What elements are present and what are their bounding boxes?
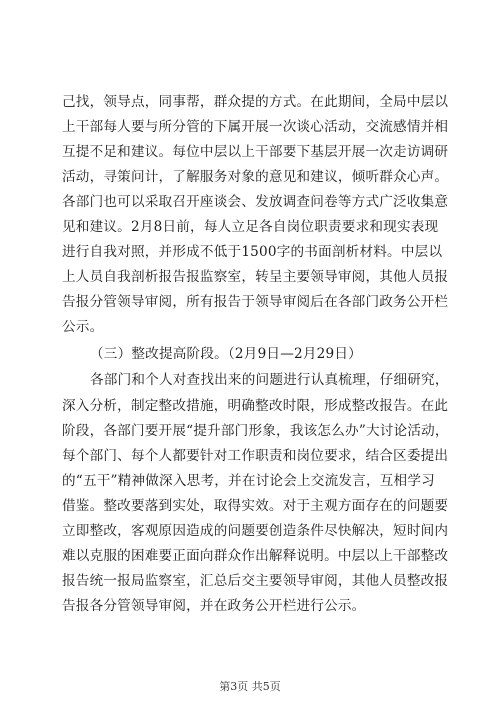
paragraph-line: 公示。: [62, 319, 104, 335]
paragraph-line: 活动，寻策问计，了解服务对象的意见和建议，倾听群众心声。: [62, 169, 449, 185]
paragraph-line: 难以克服的困难要正面向群众作出解释说明。中层以上干部整改: [62, 548, 449, 564]
page-footer: 第3页 共5页: [219, 680, 281, 693]
paragraph-line: 各部门和个人对查找出来的问题进行认真梳理，仔细研究，: [90, 372, 449, 388]
paragraph-line: 告报各分管领导审阅，并在政务公开栏进行公示。: [62, 598, 366, 614]
paragraph-line: 的“五干”精神做深入思考，并在讨论会上交流发言，互相学习: [62, 473, 435, 489]
paragraph-line: 深入分析，制定整改措施，明确整改时限，形成整改报告。在此: [62, 398, 449, 414]
paragraph-line: 各部门也可以采取召开座谈会、发放调查问卷等方式广泛收集意: [62, 194, 449, 210]
paragraph-line: 报告统一报局监察室，汇总后交主要领导审阅，其他人员整改报: [62, 573, 449, 589]
paragraph-line: 立即整改，客观原因造成的问题要创造条件尽快解决，短时间内: [62, 523, 449, 539]
paragraph-line: 借鉴。整改要落到实处，取得实效。对于主观方面存在的问题要: [62, 498, 449, 514]
paragraph-line: 上干部每人要与所分管的下属开展一次谈心活动，交流感情并相: [62, 119, 449, 135]
paragraph-line: 己找，领导点，同事帮，群众提的方式。在此期间，全局中层以: [62, 94, 449, 110]
section-heading: （三）整改提高阶段。（2月9日—2月29日）: [90, 346, 362, 362]
paragraph-line: 互提不足和建议。每位中层以上干部要下基层开展一次走访调研: [62, 144, 449, 160]
paragraph-line: 每个部门、每个人都要针对工作职责和岗位要求，结合区委提出: [62, 448, 449, 464]
paragraph-line: 进行自我对照，并形成不低于1500字的书面剖析材料。中层以: [62, 244, 443, 260]
paragraph-line: 见和建议。2月8日前，每人立足各自岗位职责要求和现实表现: [62, 219, 439, 235]
paragraph-line: 告报分管领导审阅，所有报告于领导审阅后在各部门政务公开栏: [62, 294, 449, 310]
paragraph-line: 阶段，各部门要开展“提升部门形象，我该怎么办”大讨论活动，: [62, 423, 449, 439]
paragraph-line: 上人员自我剖析报告报监察室，转呈主要领导审阅，其他人员报: [62, 269, 449, 285]
